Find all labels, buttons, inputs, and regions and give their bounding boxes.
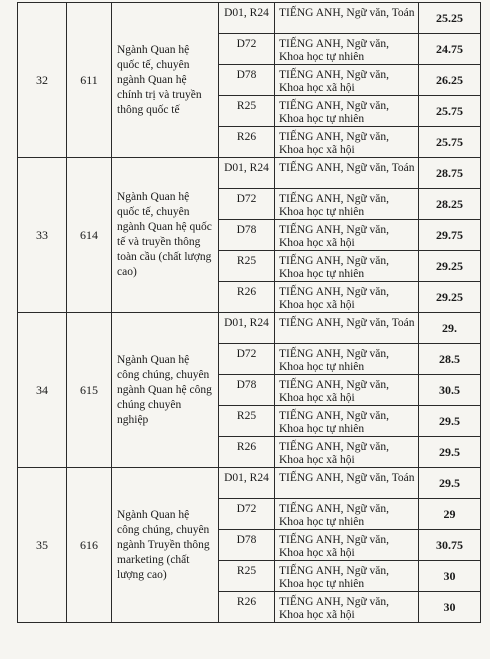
subject-combo-code-cell: R25 <box>219 251 275 282</box>
subjects-cell: TIẾNG ANH, Ngữ văn, Khoa học xã hội <box>275 375 419 406</box>
major-code-cell: 615 <box>67 313 112 468</box>
score-cell: 29.25 <box>419 251 481 282</box>
subjects-cell: TIẾNG ANH, Ngữ văn, Khoa học xã hội <box>275 220 419 251</box>
subjects-cell: TIẾNG ANH, Ngữ văn, Khoa học xã hội <box>275 65 419 96</box>
subject-combo-code-cell: D78 <box>219 375 275 406</box>
table-row <box>18 158 481 189</box>
score-cell: 26.25 <box>419 65 481 96</box>
score-cell: 30 <box>419 592 481 623</box>
subject-combo-code-cell: R25 <box>219 561 275 592</box>
score-cell: 30.75 <box>419 530 481 561</box>
subject-combo-code-cell: D01, R24 <box>219 158 275 189</box>
major-code-cell: 611 <box>67 3 112 158</box>
subjects-cell: TIẾNG ANH, Ngữ văn, Khoa học tự nhiên <box>275 189 419 220</box>
subjects-cell: TIẾNG ANH, Ngữ văn, Khoa học tự nhiên <box>275 561 419 592</box>
subjects-cell: TIẾNG ANH, Ngữ văn, Khoa học xã hội <box>275 592 419 623</box>
score-cell: 25.75 <box>419 127 481 158</box>
subjects-cell: TIẾNG ANH, Ngữ văn, Khoa học xã hội <box>275 530 419 561</box>
score-cell: 28.25 <box>419 189 481 220</box>
major-name-cell: Ngành Quan hệ quốc tế, chuyên ngành Quan hệ quốc tế và truyền thông toàn cầu (chất lượng cao) <box>112 158 219 313</box>
score-cell: 28.75 <box>419 158 481 189</box>
subject-combo-code-cell: R26 <box>219 592 275 623</box>
subject-combo-code-cell: R26 <box>219 127 275 158</box>
stt-cell: 32 <box>18 3 67 158</box>
subjects-cell: TIẾNG ANH, Ngữ văn, Khoa học tự nhiên <box>275 96 419 127</box>
score-cell: 29.25 <box>419 282 481 313</box>
major-code-cell: 616 <box>67 468 112 623</box>
score-cell: 29 <box>419 499 481 530</box>
subjects-cell: TIẾNG ANH, Ngữ văn, Khoa học xã hội <box>275 127 419 158</box>
subject-combo-code-cell: R26 <box>219 437 275 468</box>
subjects-cell: TIẾNG ANH, Ngữ văn, Khoa học xã hội <box>275 437 419 468</box>
subject-combo-code-cell: D78 <box>219 530 275 561</box>
major-name-cell: Ngành Quan hệ công chúng, chuyên ngành Quan hệ công chúng chuyên nghiệp <box>112 313 219 468</box>
subject-combo-code-cell: R25 <box>219 96 275 127</box>
score-cell: 29. <box>419 313 481 344</box>
stt-cell: 34 <box>18 313 67 468</box>
subject-combo-code-cell: D78 <box>219 220 275 251</box>
major-name-cell: Ngành Quan hệ quốc tế, chuyên ngành Quan hệ chính trị và truyền thông quốc tế <box>112 3 219 158</box>
subject-combo-code-cell: R26 <box>219 282 275 313</box>
subjects-cell: TIẾNG ANH, Ngữ văn, Khoa học tự nhiên <box>275 344 419 375</box>
stt-cell: 35 <box>18 468 67 623</box>
admission-score-table <box>17 2 481 623</box>
score-cell: 24.75 <box>419 34 481 65</box>
stt-cell: 33 <box>18 158 67 313</box>
subjects-cell: TIẾNG ANH, Ngữ văn, Khoa học tự nhiên <box>275 251 419 282</box>
table-row <box>18 3 481 34</box>
subject-combo-code-cell: D78 <box>219 65 275 96</box>
subjects-cell: TIẾNG ANH, Ngữ văn, Toán <box>275 158 419 189</box>
subjects-cell: TIẾNG ANH, Ngữ văn, Khoa học tự nhiên <box>275 499 419 530</box>
score-cell: 29.5 <box>419 406 481 437</box>
score-cell: 25.75 <box>419 96 481 127</box>
subject-combo-code-cell: D01, R24 <box>219 468 275 499</box>
subject-combo-code-cell: D01, R24 <box>219 313 275 344</box>
subjects-cell: TIẾNG ANH, Ngữ văn, Khoa học tự nhiên <box>275 34 419 65</box>
subjects-cell: TIẾNG ANH, Ngữ văn, Khoa học xã hội <box>275 282 419 313</box>
score-cell: 29.75 <box>419 220 481 251</box>
subject-combo-code-cell: D72 <box>219 499 275 530</box>
table-body <box>18 3 481 623</box>
score-cell: 30 <box>419 561 481 592</box>
score-cell: 29.5 <box>419 468 481 499</box>
score-cell: 29.5 <box>419 437 481 468</box>
subjects-cell: TIẾNG ANH, Ngữ văn, Toán <box>275 468 419 499</box>
subject-combo-code-cell: D72 <box>219 344 275 375</box>
major-name-cell: Ngành Quan hệ công chúng, chuyên ngành Truyền thông marketing (chất lượng cao) <box>112 468 219 623</box>
subjects-cell: TIẾNG ANH, Ngữ văn, Toán <box>275 3 419 34</box>
subject-combo-code-cell: D72 <box>219 189 275 220</box>
subjects-cell: TIẾNG ANH, Ngữ văn, Toán <box>275 313 419 344</box>
score-cell: 25.25 <box>419 3 481 34</box>
table-row <box>18 468 481 499</box>
subject-combo-code-cell: D72 <box>219 34 275 65</box>
score-cell: 30.5 <box>419 375 481 406</box>
score-cell: 28.5 <box>419 344 481 375</box>
table-row <box>18 313 481 344</box>
subject-combo-code-cell: D01, R24 <box>219 3 275 34</box>
subjects-cell: TIẾNG ANH, Ngữ văn, Khoa học tự nhiên <box>275 406 419 437</box>
major-code-cell: 614 <box>67 158 112 313</box>
subject-combo-code-cell: R25 <box>219 406 275 437</box>
